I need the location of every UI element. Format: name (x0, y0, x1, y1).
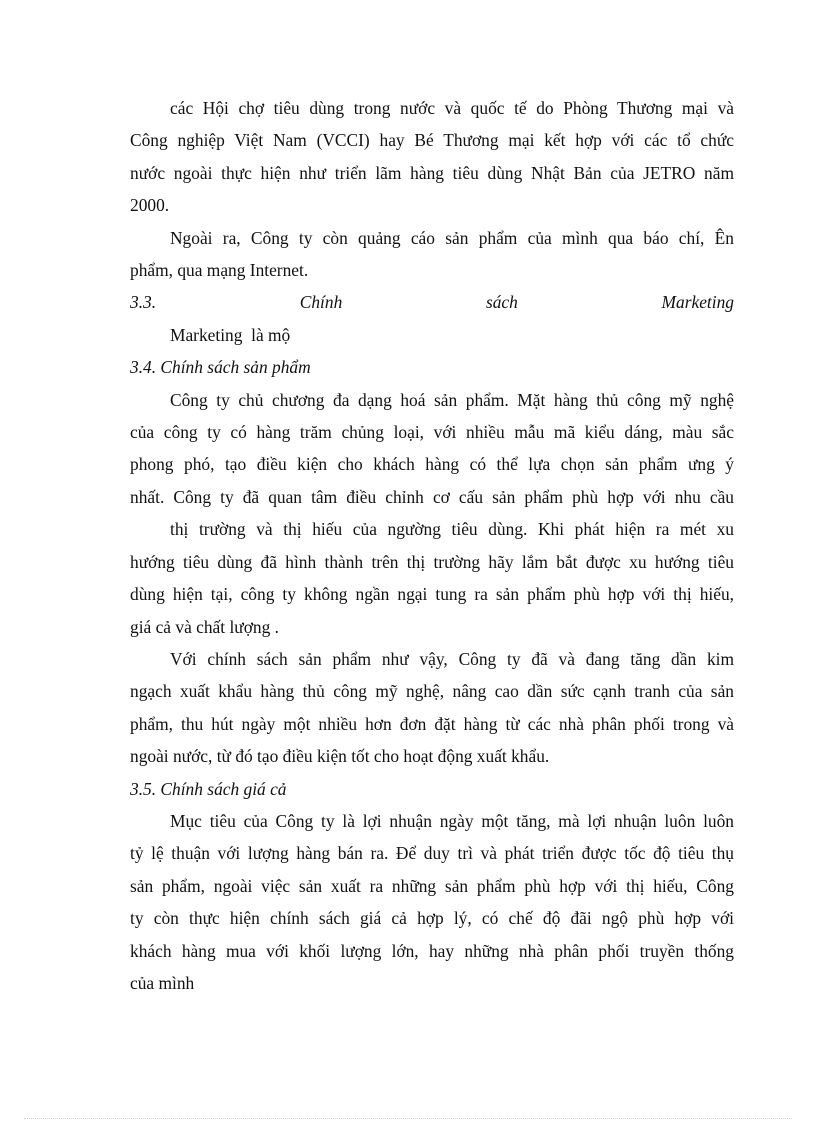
section-heading-3-4: 3.4. Chính sách sản phẩm (130, 357, 311, 378)
section-heading-3-3 (130, 286, 734, 318)
paragraph-line: Marketing là mộ (170, 324, 291, 345)
page-bottom-border (24, 1118, 792, 1119)
paragraph-line: của công ty có hàng trăm chủng loại, với nhiều mẫu mã kiểu dáng, màu sắc (130, 422, 734, 443)
paragraph-line: phẩm, thu hút ngày một nhiều hơn đơn đặt hàng từ các nhà phân phối trong và (130, 713, 734, 734)
paragraph-line: giá cả và chất lượng . (130, 616, 279, 637)
paragraph-line: Công nghiệp Việt Nam (VCCI) hay Bé Thương mại kết hợp với các tổ chức (130, 130, 734, 151)
paragraph-line: phong phó, tạo điều kiện cho khách hàng có thể lựa chọn sản phẩm ưng ý (130, 454, 734, 475)
paragraph-line: 2000. (130, 195, 170, 216)
paragraph-line: khách hàng mua với khối lượng lớn, hay những nhà phân phối truyền thống (130, 940, 734, 961)
paragraph-line: các Hội chợ tiêu dùng trong nước và quốc tế do Phòng Thương mại và (170, 98, 734, 118)
paragraph-line: phẩm, qua mạng Internet. (130, 260, 309, 281)
heading-word: sách (485, 292, 518, 313)
paragraph-line: Ngoài ra, Công ty còn quảng cáo sản phẩm của mình qua báo chí, Ên (170, 227, 734, 248)
paragraph-line: ngạch xuất khẩu hàng thủ công mỹ nghệ, nâng cao dần sức cạnh tranh của sản (130, 681, 734, 702)
heading-number: 3.3. (130, 292, 157, 313)
paragraph-line: thị trường và thị hiếu của ngường tiêu dùng. Khi phát hiện ra mét xu (170, 519, 734, 540)
paragraph-line: nước ngoài thực hiện như triển lãm hàng tiêu dùng Nhật Bản của JETRO năm (130, 162, 734, 183)
paragraph-line: của mình (130, 972, 195, 993)
section-heading-3-5: 3.5. Chính sách giá cả (130, 778, 287, 799)
paragraph-line: nhất. Công ty đã quan tâm điều chỉnh cơ cấu sản phẩm phù hợp với nhu cầu (130, 486, 734, 507)
paragraph-line: dùng hiện tại, công ty không ngần ngại tung ra sản phẩm phù hợp với thị hiếu, (130, 584, 734, 605)
paragraph-line: Công ty chủ chương đa dạng hoá sản phẩm. Mặt hàng thủ công mỹ nghệ (170, 389, 734, 410)
paragraph-line: Với chính sách sản phẩm như vậy, Công ty đã và đang tăng dần kim (170, 648, 734, 669)
paragraph-line: ngoài nước, từ đó tạo điều kiện tốt cho hoạt động xuất khẩu. (130, 746, 550, 767)
heading-word: Chính (299, 292, 343, 313)
heading-word: Marketing (661, 292, 734, 313)
paragraph-line: Mục tiêu của Công ty là lợi nhuận ngày một tăng, mà lợi nhuận luôn luôn (170, 810, 734, 831)
paragraph-line: tỷ lệ thuận với lượng hàng bán ra. Để duy trì và phát triển được tốc độ tiêu thụ (130, 843, 734, 864)
paragraph-line: sản phẩm, ngoài việc sản xuất ra những sản phẩm phù hợp với thị hiếu, Công (130, 875, 734, 896)
document-page (130, 92, 734, 999)
paragraph-line: hướng tiêu dùng đã hình thành trên thị trường hãy lắm bắt được xu hướng tiêu (130, 551, 734, 572)
paragraph-line: ty còn thực hiện chính sách giá cả hợp lý, có chế độ đãi ngộ phù hợp với (130, 908, 734, 929)
